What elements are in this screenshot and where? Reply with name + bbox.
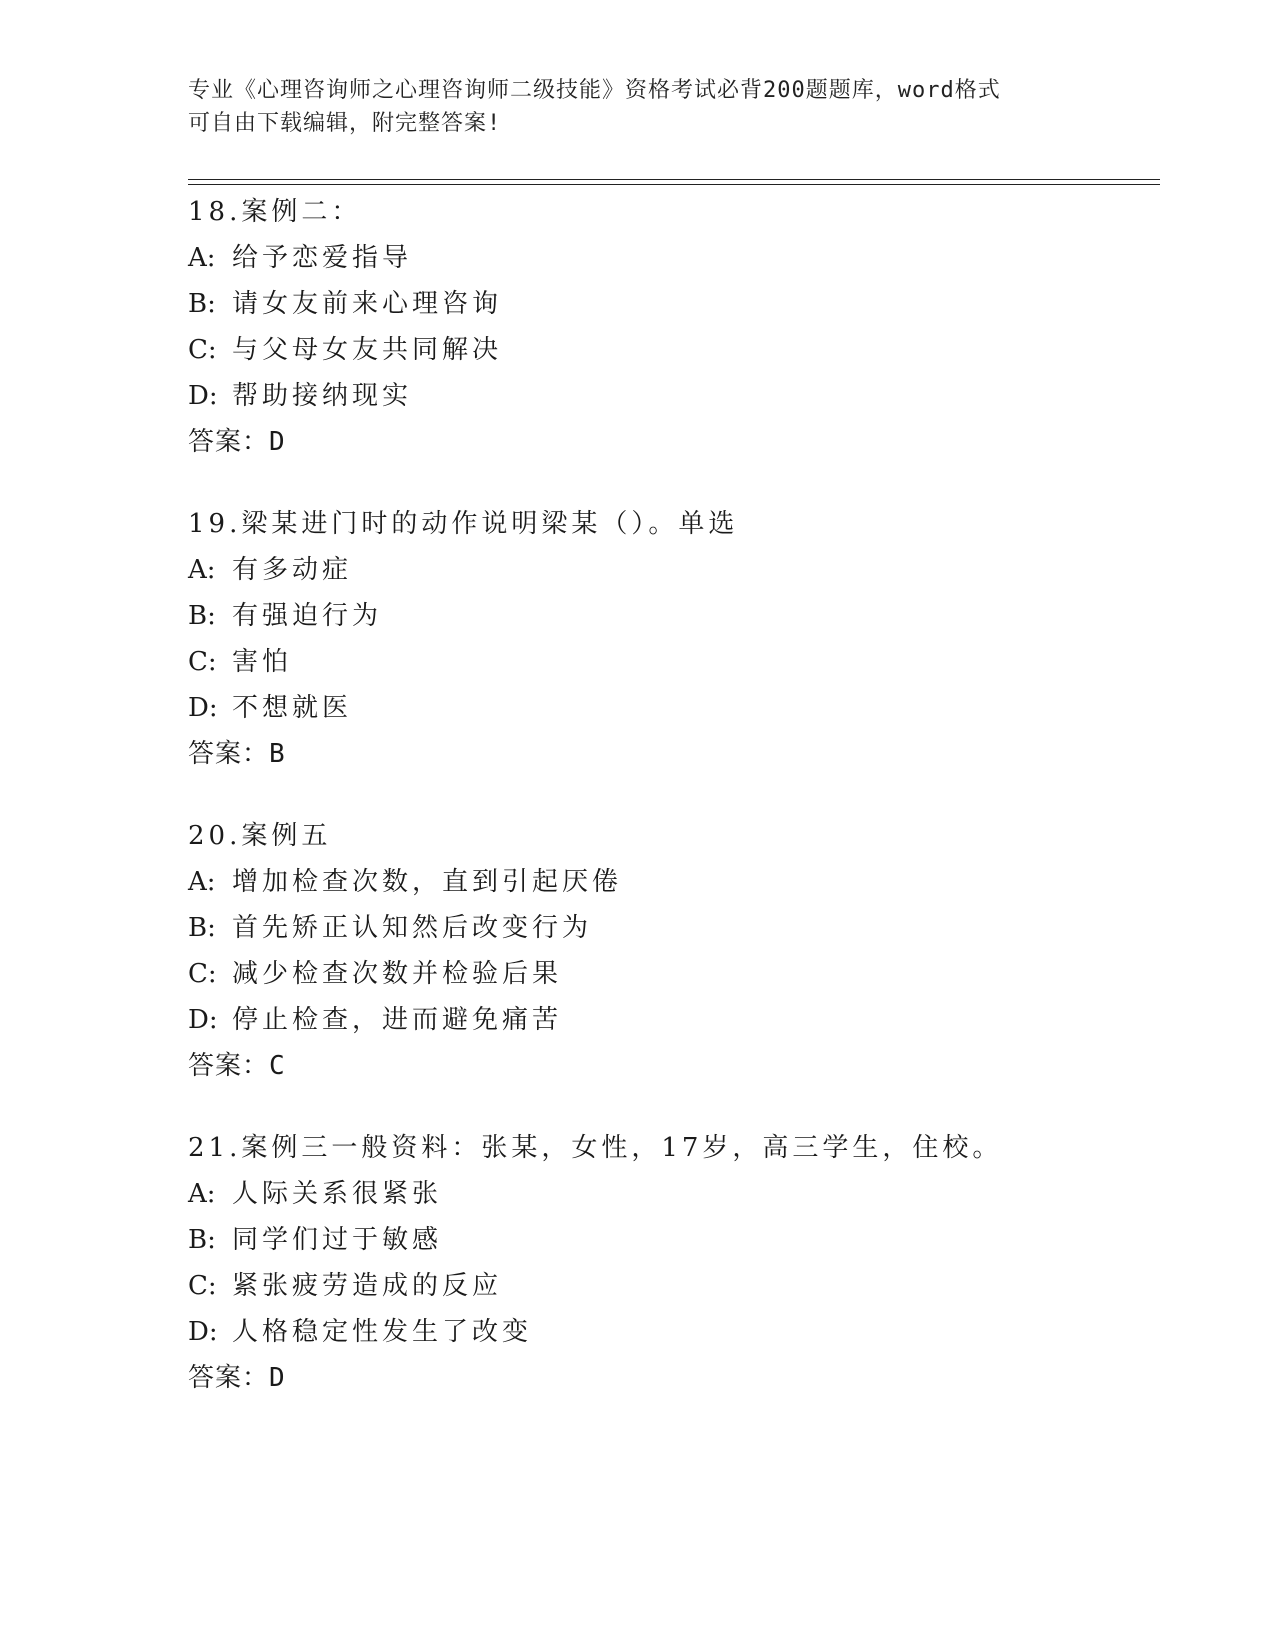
question-list [188, 189, 1168, 1437]
answer-value: C [269, 1051, 285, 1081]
option-text: 害怕 [232, 647, 293, 677]
answer-value: D [269, 427, 285, 457]
option-b [188, 593, 1168, 639]
option-a [188, 235, 1168, 281]
question-20 [188, 813, 1168, 1089]
option-letter: D: [188, 693, 218, 723]
header-divider-top [188, 179, 1160, 180]
option-text: 同学们过于敏感 [232, 1225, 443, 1255]
option-d [188, 373, 1168, 419]
option-letter: B: [188, 289, 216, 319]
option-d [188, 685, 1168, 731]
option-d [188, 997, 1168, 1043]
option-text: 人格稳定性发生了改变 [232, 1317, 533, 1347]
option-letter: B: [188, 913, 216, 943]
option-letter: C: [188, 959, 217, 989]
question-stem: 19.梁某进门时的动作说明梁某（）。单选 [188, 509, 739, 539]
option-text: 增加检查次数，直到引起厌倦 [232, 867, 623, 897]
option-text: 给予恋爱指导 [232, 243, 413, 273]
option-letter: D: [188, 381, 218, 411]
option-c [188, 327, 1168, 373]
option-letter: D: [188, 1005, 218, 1035]
option-b [188, 281, 1168, 327]
option-a [188, 859, 1168, 905]
option-letter: A: [188, 1179, 216, 1209]
option-text: 紧张疲劳造成的反应 [232, 1271, 503, 1301]
header-divider-bottom [188, 184, 1160, 185]
answer-value: B [269, 739, 285, 769]
option-text: 首先矫正认知然后改变行为 [232, 913, 593, 943]
option-text: 帮助接纳现实 [232, 381, 413, 411]
answer-line [188, 731, 1168, 777]
option-letter: C: [188, 1271, 217, 1301]
answer-label: 答案： [188, 1363, 270, 1393]
question-18 [188, 189, 1168, 465]
answer-label: 答案： [188, 1051, 270, 1081]
header-title-line-1: 专业《心理咨询师之心理咨询师二级技能》资格考试必背200题题库，word格式 [188, 78, 1001, 103]
option-text: 有强迫行为 [232, 601, 383, 631]
answer-line [188, 1043, 1168, 1089]
option-b [188, 905, 1168, 951]
question-stem: 20.案例五 [188, 821, 332, 851]
answer-line [188, 1355, 1168, 1401]
option-b [188, 1217, 1168, 1263]
option-a [188, 547, 1168, 593]
option-letter: B: [188, 601, 216, 631]
option-text: 有多动症 [232, 555, 353, 585]
option-text: 与父母女友共同解决 [232, 335, 503, 365]
option-c [188, 951, 1168, 997]
option-d [188, 1309, 1168, 1355]
option-text: 请女友前来心理咨询 [232, 289, 503, 319]
document-header [188, 74, 1088, 140]
option-letter: A: [188, 555, 216, 585]
answer-value: D [269, 1363, 285, 1393]
option-c [188, 639, 1168, 685]
option-letter: C: [188, 335, 217, 365]
question-21 [188, 1125, 1168, 1401]
answer-label: 答案： [188, 739, 270, 769]
option-text: 不想就医 [232, 693, 353, 723]
answer-label: 答案： [188, 427, 270, 457]
question-stem: 21.案例三一般资料：张某，女性，17岁，高三学生，住校。 [188, 1133, 1003, 1163]
option-letter: A: [188, 243, 216, 273]
question-stem: 18.案例二： [188, 197, 362, 227]
option-letter: C: [188, 647, 217, 677]
option-text: 停止检查，进而避免痛苦 [232, 1005, 563, 1035]
option-c [188, 1263, 1168, 1309]
option-letter: D: [188, 1317, 218, 1347]
option-text: 人际关系很紧张 [232, 1179, 443, 1209]
option-a [188, 1171, 1168, 1217]
answer-line [188, 419, 1168, 465]
header-title-line-2: 可自由下载编辑，附完整答案! [188, 111, 502, 136]
question-19 [188, 501, 1168, 777]
option-letter: A: [188, 867, 216, 897]
option-text: 减少检查次数并检验后果 [232, 959, 563, 989]
option-letter: B: [188, 1225, 216, 1255]
